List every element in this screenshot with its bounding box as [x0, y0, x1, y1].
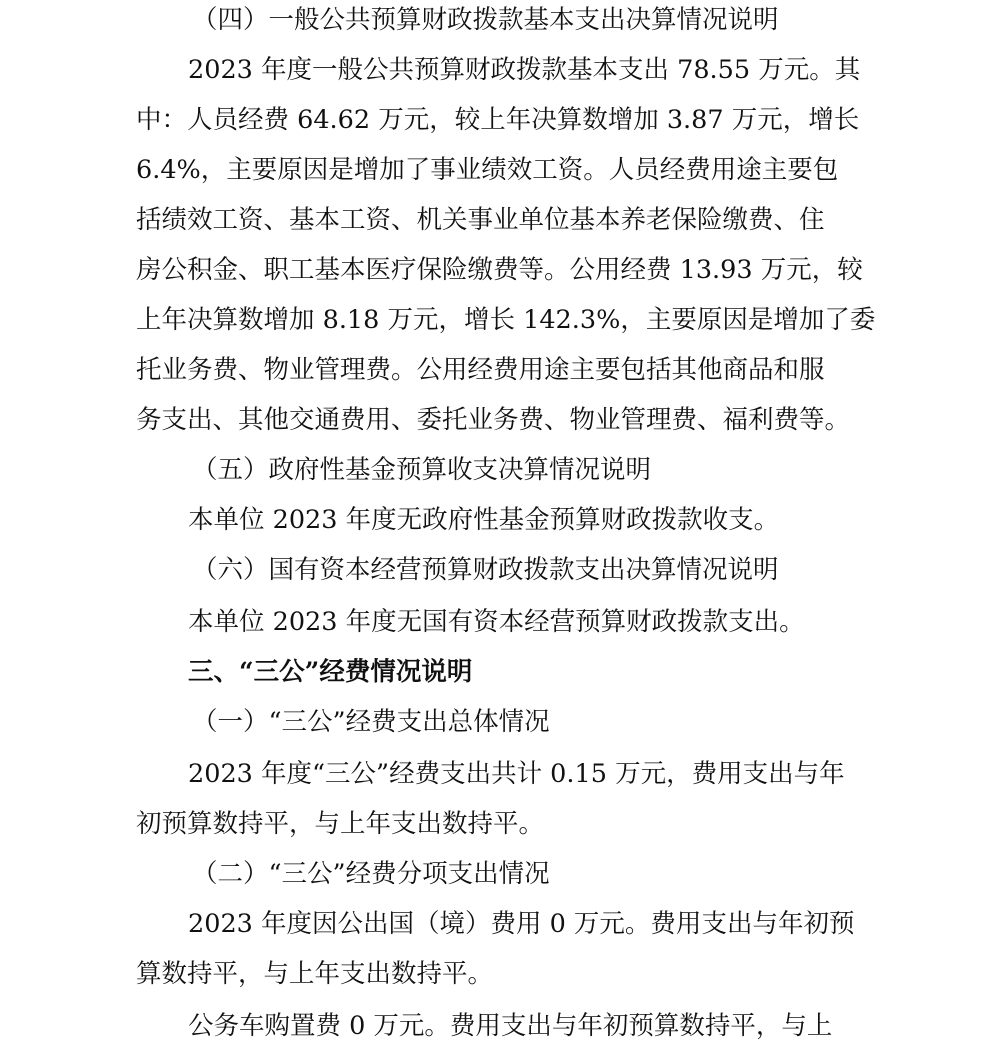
paragraph-line: 2023 年度因公出国（境）费用 0 万元。费用支出与年初预	[188, 909, 855, 939]
paragraph-line: 本单位 2023 年度无国有资本经营预算财政拨款支出。	[188, 607, 805, 637]
paragraph-line: 2023 年度“三公”经费支出共计 0.15 万元，费用支出与年	[188, 759, 845, 789]
section-heading-5: （五）政府性基金预算收支决算情况说明	[192, 455, 652, 485]
paragraph-line: 中：人员经费 64.62 万元，较上年决算数增加 3.87 万元，增长	[136, 105, 860, 135]
paragraph-line: 公务车购置费 0 万元。费用支出与年初预算数持平，与上	[188, 1011, 833, 1041]
paragraph-line: 本单位 2023 年度无政府性基金预算财政拨款收支。	[188, 505, 780, 535]
paragraph-line: 初预算数持平，与上年支出数持平。	[136, 809, 545, 839]
paragraph-line: 2023 年度一般公共预算财政拨款基本支出 78.55 万元。其	[188, 55, 861, 85]
paragraph-line: 务支出、其他交通费用、委托业务费、物业管理费、福利费等。	[136, 405, 851, 435]
paragraph-line: 算数持平，与上年支出数持平。	[136, 959, 494, 989]
section-heading-4: （四）一般公共预算财政拨款基本支出决算情况说明	[192, 5, 779, 35]
paragraph-line: 上年决算数增加 8.18 万元，增长 142.3%，主要原因是增加了委	[136, 305, 876, 335]
section-heading-6: （六）国有资本经营预算财政拨款支出决算情况说明	[192, 555, 779, 585]
paragraph-line: 6.4%，主要原因是增加了事业绩效工资。人员经费用途主要包	[136, 155, 839, 185]
part-heading-3: 三、“三公”经费情况说明	[188, 657, 473, 687]
subsection-heading-2: （二）“三公”经费分项支出情况	[192, 859, 550, 889]
paragraph-line: 括绩效工资、基本工资、机关事业单位基本养老保险缴费、住	[136, 205, 825, 235]
paragraph-line: 房公积金、职工基本医疗保险缴费等。公用经费 13.93 万元，较	[136, 255, 863, 285]
paragraph-line: 托业务费、物业管理费。公用经费用途主要包括其他商品和服	[136, 355, 825, 385]
subsection-heading-1: （一）“三公”经费支出总体情况	[192, 707, 550, 737]
